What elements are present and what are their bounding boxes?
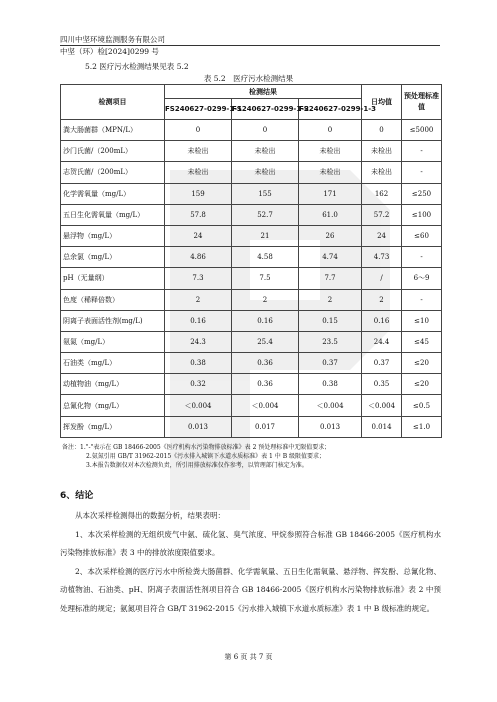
cell-v3: 0.15 [299,310,362,331]
cell-item: 色度（稀释倍数） [61,289,165,310]
page-footer: 第 6 页 共 7 页 [224,653,273,661]
cell-v3: 23.5 [299,331,362,352]
cell-mean: 2 [362,289,402,310]
cell-v1: 57.8 [165,204,232,225]
cell-mean: 162 [362,183,402,204]
cell-v3: ＜0.004 [299,395,362,416]
page-header [60,35,440,56]
conclusion-title: 6、结论 [60,491,94,501]
cell-v2: 未检出 [232,141,299,162]
cell-mean: / [362,268,402,289]
cell-mean: 0.16 [362,310,402,331]
report-number: 中坚（环）检[2024]0299 号 [60,47,159,56]
cell-v2: 21 [232,225,299,246]
table-row [61,247,442,268]
cell-item: 总余氯（mg/L） [61,247,165,268]
table-row [61,310,442,331]
cell-v1: 4.86 [165,247,232,268]
table-row [61,225,442,246]
results-table [60,84,442,438]
cell-item: 动植物油（mg/L） [61,374,165,395]
cell-item: pH（无量纲） [61,268,165,289]
cell-v3: 171 [299,183,362,204]
cell-item: 阴离子表面活性剂(mg/L) [61,310,165,331]
cell-v3: 61.0 [299,204,362,225]
cell-limit: ≤20 [402,374,442,395]
conclusion-intro: 从本次采样检测得出的数据分析，结果表明： [75,511,225,520]
cell-mean: 24.4 [362,331,402,352]
note-line-2: 2.氨氮引用 GB/T 31962-2015《污水排入城镇下水道水质标准》表 1 中 B 级限值要求； [86,453,326,460]
conclusion-paragraph-2: 2、本次采样检测的医疗污水中所检粪大肠菌群、化学需氧量、五日生化需氧量、悬浮物、挥发酚、总氰化物、动植物油、石油类、pH、阴离子表面活性剂项目符合 GB 18466-2005《医疗机构水污染物排放标准》表 2 中预处理标准的规定；氨氮项目符合 GB/T 31962-2015《污水排入城镇下水道水质标准》表 1 中 B 级标准的规定。 [60,566,441,613]
header-item: 检测项目 [61,85,165,120]
table-row [61,289,442,310]
cell-v2: 52.7 [232,204,299,225]
cell-mean: 0.37 [362,353,402,374]
note-line-3: 3.本报告数据仅对本次检测负责，所引用排放标准仅作参考，以管理部门核定为准。 [86,462,308,469]
cell-mean: 24 [362,225,402,246]
cell-limit: ≤60 [402,225,442,246]
cell-v1: 0.32 [165,374,232,395]
header-sample-2: FS240627-0299-1-2 [232,99,299,120]
header-sample-3: FS240627-0299-1-3 [299,99,362,120]
cell-v3: 未检出 [299,141,362,162]
cell-v3: 4.74 [299,247,362,268]
cell-item: 石油类（mg/L） [61,353,165,374]
cell-limit: - [402,141,442,162]
cell-mean: ＜0.004 [362,395,402,416]
cell-v1: 未检出 [165,141,232,162]
cell-v2: 155 [232,183,299,204]
cell-v3: 0 [299,120,362,141]
cell-limit: - [402,289,442,310]
header-limit: 预处理标准值 [402,85,442,120]
conclusion-paragraph-1: 1、本次采样检测的无组织废气中氨、硫化氢、臭气浓度、甲烷参照符合标准 GB 18466-2005《医疗机构水污染物排放标准》表 3 中的排放浓度限值要求。 [60,529,441,557]
company-name: 四川中坚环境监测服务有限公司 [60,35,440,46]
conclusion-body [60,507,441,618]
cell-v3: 2 [299,289,362,310]
cell-mean: 未检出 [362,162,402,183]
cell-v2: 0.36 [232,353,299,374]
cell-v3: 0.38 [299,374,362,395]
cell-limit: ≤250 [402,183,442,204]
cell-v2: 4.58 [232,247,299,268]
cell-item: 五日生化需氧量（mg/L） [61,204,165,225]
cell-v1: 2 [165,289,232,310]
cell-v1: 0.38 [165,353,232,374]
section-title: 5.2 医疗污水检测结果见表 5.2 [85,62,189,71]
cell-item: 志贺氏菌/（200mL） [61,162,165,183]
cell-v3: 0.37 [299,353,362,374]
cell-limit: ≤1.0 [402,416,442,437]
cell-limit: - [402,247,442,268]
cell-v1: 0.013 [165,416,232,437]
cell-limit: ≤20 [402,353,442,374]
table-row [61,268,442,289]
table-row [61,141,442,162]
table-row [61,183,442,204]
cell-v2: 0.36 [232,374,299,395]
table-body [61,120,442,438]
cell-v2: 25.4 [232,331,299,352]
cell-item: 氨氮（mg/L） [61,331,165,352]
cell-v1: 7.3 [165,268,232,289]
cell-limit: - [402,162,442,183]
header-results: 检测结果 [165,85,362,99]
cell-v2: 未检出 [232,162,299,183]
header-daily-mean: 日均值 [362,85,402,120]
table-row [61,204,442,225]
note-line-1: 备注：1."-"表示在 GB 18466-2005《医疗机构水污染物排放标准》表 2 预处理标准中无限值要求； [62,444,331,451]
cell-limit: ≤0.5 [402,395,442,416]
cell-mean: 0.014 [362,416,402,437]
cell-item: 化学需氧量（mg/L） [61,183,165,204]
cell-mean: 57.2 [362,204,402,225]
cell-v2: 2 [232,289,299,310]
cell-v1: ＜0.004 [165,395,232,416]
cell-v2: 0.16 [232,310,299,331]
table-row [61,162,442,183]
table-row [61,395,442,416]
table-notes [62,443,442,470]
cell-mean: 0 [362,120,402,141]
cell-v3: 26 [299,225,362,246]
cell-mean: 未检出 [362,141,402,162]
table-row [61,374,442,395]
cell-v1: 0 [165,120,232,141]
cell-v3: 未检出 [299,162,362,183]
cell-v1: 24 [165,225,232,246]
cell-v2: 0 [232,120,299,141]
cell-v1: 159 [165,183,232,204]
cell-item: 总氰化物（mg/L） [61,395,165,416]
cell-v1: 0.16 [165,310,232,331]
cell-v1: 24.3 [165,331,232,352]
cell-v2: 0.017 [232,416,299,437]
cell-item: 悬浮物（mg/L） [61,225,165,246]
cell-limit: ≤100 [402,204,442,225]
cell-v2: 7.5 [232,268,299,289]
cell-v3: 7.7 [299,268,362,289]
table-row [61,353,442,374]
table-row [61,416,442,437]
header-sample-1: FS240627-0299-1-1 [165,99,232,120]
cell-mean: 4.73 [362,247,402,268]
cell-v2: ＜0.004 [232,395,299,416]
cell-item: 挥发酚（mg/L） [61,416,165,437]
cell-v3: 0.013 [299,416,362,437]
cell-limit: ≤5000 [402,120,442,141]
table-row [61,331,442,352]
cell-limit: ≤10 [402,310,442,331]
cell-v1: 未检出 [165,162,232,183]
cell-item: 沙门氏菌/（200mL） [61,141,165,162]
cell-mean: 0.35 [362,374,402,395]
table-row [61,120,442,141]
cell-limit: 6～9 [402,268,442,289]
cell-limit: ≤45 [402,331,442,352]
cell-item: 粪大肠菌群（MPN/L） [61,120,165,141]
table-caption: 表 5.2 医疗污水检测结果 [203,74,294,83]
